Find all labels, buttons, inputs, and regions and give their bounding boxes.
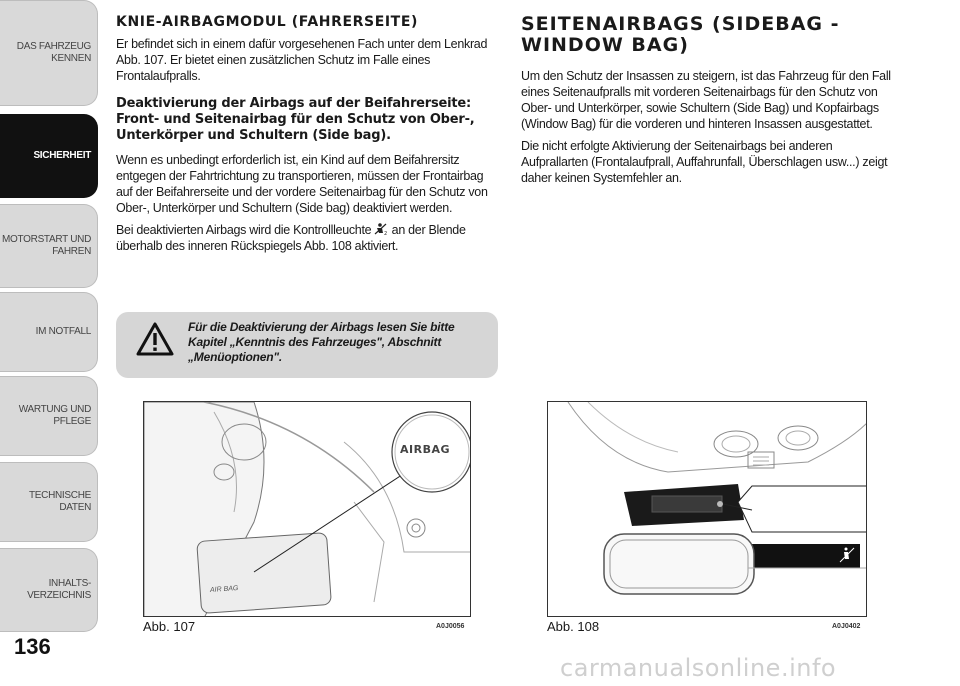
tab-wartung-und-pflege[interactable]: [0, 376, 98, 456]
svg-text:2: 2: [384, 231, 388, 236]
side-airbags-text: Um den Schutz der Insassen zu steigern, ist das Fahrzeug für den Fall eines Seitenaufpralls mit vorderen Seitenairbags für den Schutz von Ober- und Unterkörper, sowie Schultern (Side Bag) und Kopfairbags (Window Bag) für die vorderen und hinteren Insassen ausgestattet.: [521, 69, 891, 131]
right-column: [521, 0, 901, 192]
warning-triangle-icon: [136, 322, 174, 356]
tab-label: TECHNISCHE DATEN: [28, 490, 91, 513]
tab-motorstart-und-fahren[interactable]: [0, 204, 98, 288]
tab-das-fahrzeug-kennen[interactable]: [0, 0, 98, 106]
figure-108-code: A0J0402: [832, 623, 861, 630]
airbag-badge-label: AIRBAG: [400, 443, 451, 456]
knee-airbag-illustration: [144, 402, 471, 617]
knee-airbag-heading: KNIE-AIRBAGMODUL (FAHRERSEITE): [116, 14, 418, 30]
page-number: 136: [14, 634, 51, 659]
airbag-panel-label: AIR BAG: [209, 585, 239, 594]
indicator-text-part1: Bei deaktivierten Airbags wird die Kontrollleuchte: [116, 223, 372, 237]
warning-box: [116, 312, 498, 378]
tab-technische-daten[interactable]: [0, 462, 98, 542]
tab-label: MOTORSTART UND FAHREN: [2, 234, 91, 257]
figure-107-code: A0J0056: [436, 623, 465, 630]
tab-inhaltsverzeichnis[interactable]: [0, 548, 98, 632]
left-column: [116, 0, 498, 260]
side-airbags-note: Die nicht erfolgte Aktivierung der Seitenairbags bei anderen Aufprallarten (Frontalaufprall, Auffahrunfall, Überschlagen usw...) zeigt daher keinen Systemfehler an.: [521, 139, 888, 185]
knee-airbag-text: Er befindet sich in einem dafür vorgesehenen Fach unter dem Lenkrad Abb. 107. Er bietet einen zusätzlichen Schutz im Falle eines Frontalaufpralls.: [116, 37, 488, 83]
tab-label: WARTUNG UND PFLEGE: [18, 404, 91, 427]
deactivation-subheading: Deaktivierung der Airbags auf der Beifahrerseite: Front- und Seitenairbag für den Schutz von Ober-, Unterkörper und Schultern (Side bag).: [116, 96, 475, 143]
indicator-text: [116, 222, 498, 254]
tab-label: SICHERHEIT: [33, 150, 91, 161]
figure-108-overhead-console: [547, 401, 867, 617]
figure-107-caption: Abb. 107: [143, 619, 196, 634]
tab-sicherheit[interactable]: [0, 114, 98, 198]
tab-label: INHALTS-VERZEICHNIS: [27, 578, 91, 601]
warning-text: Für die Deaktivierung der Airbags lesen Sie bitte Kapitel „Kenntnis des Fahrzeuges", Abschnitt „Menüoptionen".: [188, 320, 455, 364]
airbag-off-warning-light-icon: [374, 222, 388, 236]
tab-label: DAS FAHRZEUG KENNEN: [16, 41, 91, 64]
overhead-console-illustration: [548, 402, 867, 617]
watermark: carmanualsonline.info: [560, 654, 837, 682]
figure-108-caption: Abb. 108: [547, 619, 600, 634]
chapter-sidebar: [0, 0, 100, 686]
figure-107-knee-airbag: [143, 401, 471, 617]
tab-im-notfall[interactable]: [0, 292, 98, 372]
tab-label: IM NOTFALL: [35, 326, 91, 337]
deactivation-text: Wenn es unbedingt erforderlich ist, ein Kind auf dem Beifahrersitz entgegen der Fahrtrichtung zu transportieren, müssen der Frontairbag auf der Beifahrerseite und der vordere Seitenairbag für den Schutz von Ober-, Unterkörper und Schultern (Side bag) deaktiviert werden.: [116, 153, 488, 215]
indicator-text-part2: an der Blende überhalb des inneren Rückspiegels Abb. 108 aktiviert.: [116, 223, 466, 253]
side-airbags-heading: SEITENAIRBAGS (SIDEBAG - WINDOW BAG): [521, 13, 840, 56]
